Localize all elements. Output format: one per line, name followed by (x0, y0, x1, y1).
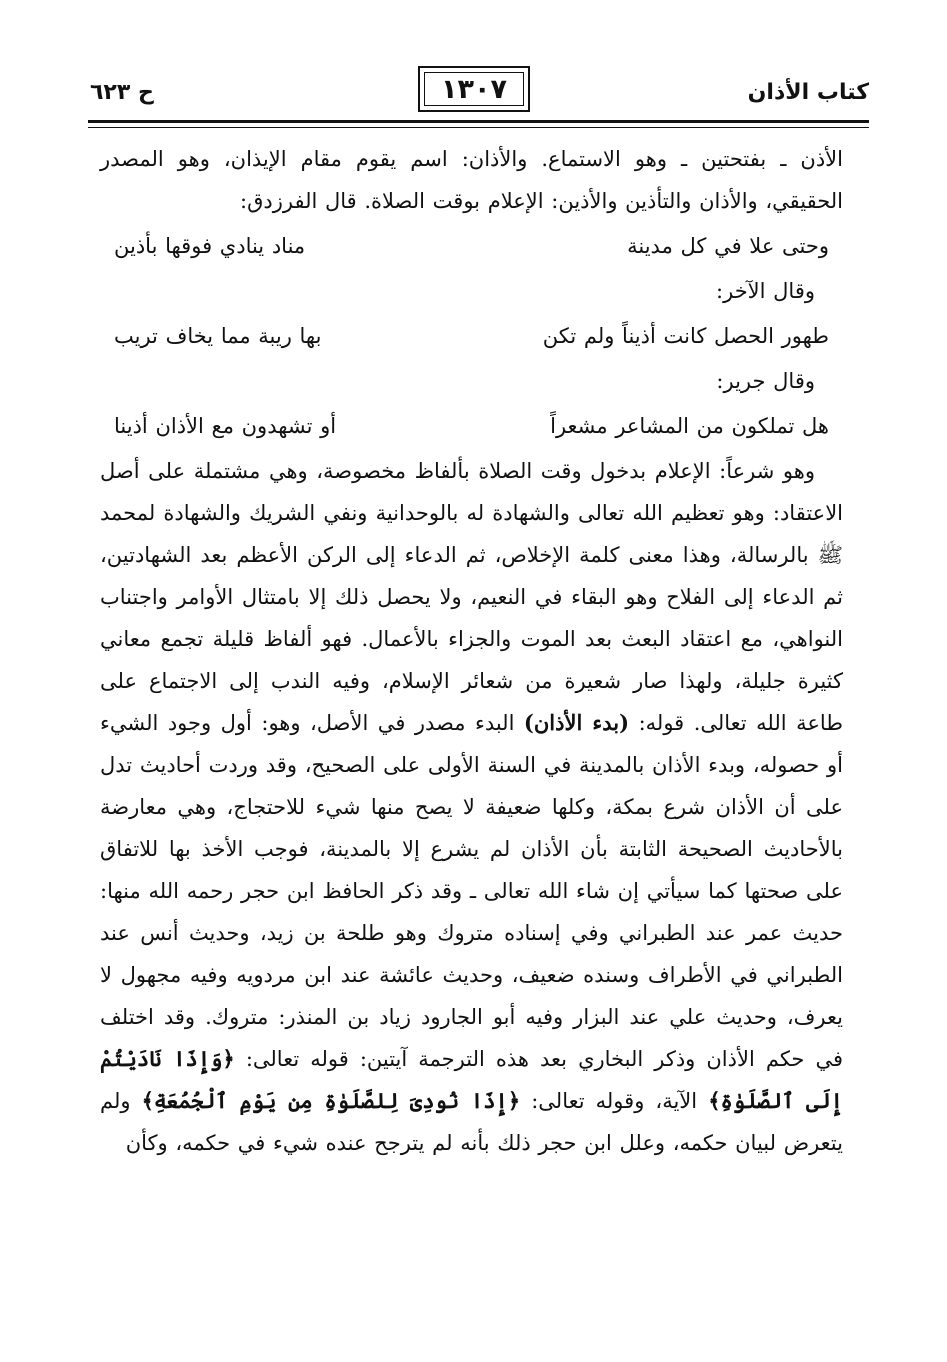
verse-jarir (100, 402, 843, 450)
text-run: وهو شرعاً: الإعلام بدخول وقت الصلاة بألفاظ مخصوصة، وهي مشتملة على أصل الاعتقاد: وهو تعظيم الله تعالى والشهادة له بالوحدانية ونفي الشريك والشهادة لمحمد ﷺ بالرسالة، وهذا معنى كلمة الإخلاص، ثم الدعاء إلى الركن الأعظم بعد الشهادتين، ثم الدعاء إلى الفلاح وهو البقاء في النعيم، ولا يحصل ذلك إلا بامتثال الأوامر واجتناب النواهي، مع اعتقاد البعث بعد الموت والجزاء بالأعمال. فهو ألفاظ قليلة تجمع معاني كثيرة جليلة، ولهذا صار شعيرة من شعائر الإسلام، وفيه الندب إلى الاجتماع على طاعة الله تعالى. قوله: (100, 459, 843, 735)
verse-first-hemistich: هل تملكون من المشاعر مشعراً (550, 414, 829, 438)
hadith-reference: ح ٦٢٣ (90, 80, 154, 105)
verse-intro-jarir: وقال جرير: (716, 369, 815, 393)
verse-first-hemistich: وحتى علا في كل مدينة (627, 234, 829, 258)
verse-second-hemistich: مناد ينادي فوقها بأذين (114, 234, 306, 258)
paragraph-definition: الأذن ـ بفتحتين ـ وهو الاستماع. والأذان: اسم يقوم مقام الإيذان، وهو المصدر الحقيقي، والأذان والتأذين والأذين: الإعلام بوقت الصلاة. قال الفرزدق: (100, 147, 843, 213)
paragraph-sharia-definition (100, 450, 843, 1164)
quran-verse-1: ﴿وَإِذَا نَادَيْتُمْ إِلَى ٱلصَّلَوٰةِ﴾ (100, 1046, 843, 1113)
header-rule-thick (88, 120, 869, 123)
text-run: البدء مصدر في الأصل، وهو: أول وجود الشيء أو حصوله، وبدء الأذان بالمدينة في السنة الأولى على الصحيح، وقد وردت أحاديث تدل على أن الأذان شرع بمكة، وكلها ضعيفة لا يصح منها شيء للاحتجاج، وهي معارضة بالأحاديث الصحيحة الثابتة بأن الأذان لم يشرع إلا بالمدينة، فوجب الأخذ بها للاتفاق على صحتها كما سيأتي إن شاء الله تعالى ـ وقد ذكر الحافظ ابن حجر رحمه الله منها: حديث عمر عند الطبراني وفي إسناده متروك وهو طلحة بن زيد، وحديث أنس عند الطبراني في الأطراف وسنده ضعيف، وحديث عائشة عند ابن مردويه وفيه مجهول لا يعرف، وحديث علي عند البزار وفيه أبو الجارود زياد بن المنذر: متروك. وقد اختلف في حكم الأذان وذكر البخاري بعد هذه الترجمة آيتين: قوله تعالى: (100, 711, 843, 1071)
verse-intro-other: وقال الآخر: (716, 279, 815, 303)
verse-second-hemistich: أو تشهدون مع الأذان أذينا (114, 414, 337, 438)
body-text (100, 138, 843, 1164)
quran-verse-2: ﴿إِذَا نُودِىَ لِلصَّلَوٰةِ مِن يَوْمِ ٱلْجُمُعَةِ﴾ (141, 1088, 521, 1113)
page-number: ١٣٠٧ (441, 73, 507, 105)
text-run: ولم يتعرض لبيان حكمه، وعلل ابن حجر ذلك بأنه لم يترجح عنده شيء في حكمه، وكأن (100, 1089, 843, 1155)
verse-first-hemistich: طهور الحصل كانت أذيناً ولم تكن (542, 324, 829, 348)
verse-farazdaq (100, 222, 843, 270)
chapter-title: كتاب الأذان (747, 80, 869, 105)
page-number-frame (418, 66, 530, 112)
verse-second-hemistich: بها ريبة مما يخاف تريب (114, 324, 322, 348)
header-rule-thin (88, 127, 869, 128)
verse-other (100, 312, 843, 360)
text-run: الآية، وقوله تعالى: (531, 1089, 698, 1113)
bold-heading-bad-al-adhan: (بدء الأذان) (523, 710, 630, 735)
